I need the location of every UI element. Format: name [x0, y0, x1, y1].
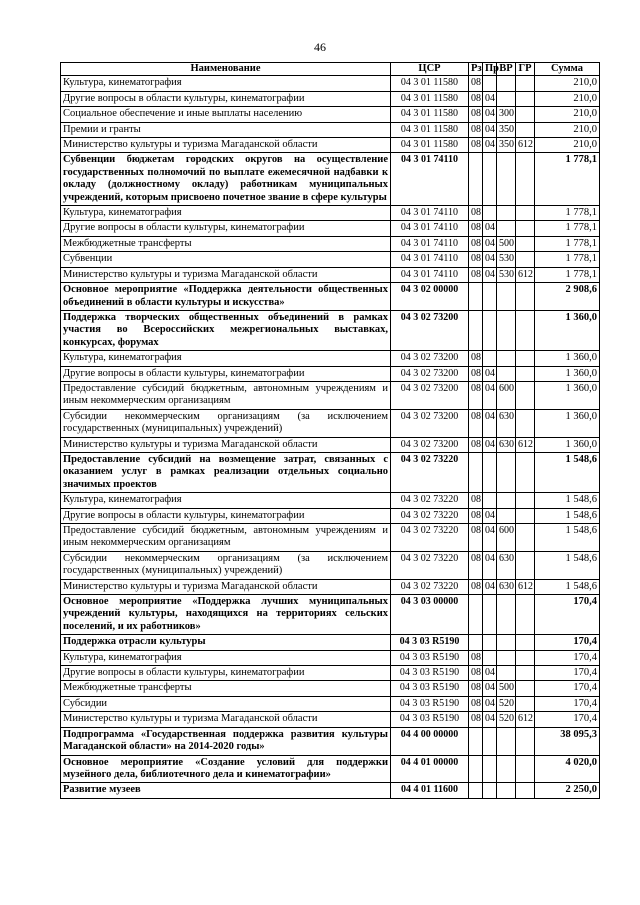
cell-pr: 04 [483, 252, 497, 267]
cell-vr: 350 [497, 138, 516, 153]
table-row [61, 107, 600, 122]
cell-sum: 170,4 [535, 696, 600, 711]
cell-csr: 04 3 01 74110 [391, 267, 469, 282]
cell-sum: 1 548,6 [535, 508, 600, 523]
cell-gr [516, 153, 535, 206]
cell-pr: 04 [483, 437, 497, 452]
cell-csr: 04 3 03 R5190 [391, 712, 469, 727]
cell-pr: 04 [483, 409, 497, 437]
cell-sum: 1 548,6 [535, 551, 600, 579]
table-row [61, 635, 600, 650]
table-row [61, 206, 600, 221]
cell-sum: 1 778,1 [535, 252, 600, 267]
cell-vr [497, 635, 516, 650]
table-row [61, 696, 600, 711]
table-row [61, 524, 600, 552]
page-number: 46 [314, 40, 326, 54]
cell-sum: 2 908,6 [535, 283, 600, 311]
cell-vr [497, 666, 516, 681]
cell-rz [469, 452, 483, 492]
cell-name: Другие вопросы в области культуры, кинематографии [61, 91, 391, 106]
cell-rz: 08 [469, 696, 483, 711]
cell-pr [483, 727, 497, 755]
cell-gr: 612 [516, 138, 535, 153]
table-row [61, 221, 600, 236]
cell-gr: 612 [516, 712, 535, 727]
cell-vr [497, 493, 516, 508]
cell-name: Культура, кинематография [61, 650, 391, 665]
cell-name: Другие вопросы в области культуры, кинематографии [61, 221, 391, 236]
cell-csr: 04 3 02 00000 [391, 283, 469, 311]
cell-gr [516, 595, 535, 635]
cell-gr [516, 381, 535, 409]
cell-sum: 210,0 [535, 107, 600, 122]
table-row [61, 76, 600, 91]
cell-csr: 04 3 02 73220 [391, 508, 469, 523]
cell-vr: 600 [497, 381, 516, 409]
cell-gr [516, 206, 535, 221]
cell-rz: 08 [469, 666, 483, 681]
cell-gr [516, 666, 535, 681]
cell-sum: 1 548,6 [535, 524, 600, 552]
cell-rz: 08 [469, 206, 483, 221]
cell-pr [483, 493, 497, 508]
cell-pr: 04 [483, 221, 497, 236]
cell-name: Субсидии [61, 696, 391, 711]
cell-sum: 1 548,6 [535, 493, 600, 508]
cell-pr [483, 650, 497, 665]
cell-gr: 612 [516, 437, 535, 452]
cell-rz: 08 [469, 91, 483, 106]
cell-csr: 04 3 01 74110 [391, 252, 469, 267]
cell-csr: 04 3 02 73220 [391, 551, 469, 579]
cell-gr [516, 91, 535, 106]
table-row [61, 579, 600, 594]
table-row [61, 727, 600, 755]
cell-vr [497, 283, 516, 311]
cell-name: Развитие музеев [61, 783, 391, 798]
cell-rz [469, 635, 483, 650]
cell-rz: 08 [469, 508, 483, 523]
table-row [61, 138, 600, 153]
cell-sum: 1 360,0 [535, 366, 600, 381]
table-header-row [61, 63, 600, 76]
cell-sum: 170,4 [535, 650, 600, 665]
cell-pr: 04 [483, 91, 497, 106]
cell-sum: 2 250,0 [535, 783, 600, 798]
cell-gr [516, 755, 535, 783]
cell-rz: 08 [469, 579, 483, 594]
cell-sum: 1 778,1 [535, 221, 600, 236]
cell-sum: 170,4 [535, 666, 600, 681]
cell-gr [516, 283, 535, 311]
cell-vr: 630 [497, 579, 516, 594]
cell-pr: 04 [483, 366, 497, 381]
cell-csr: 04 3 02 73200 [391, 310, 469, 350]
cell-sum: 1 360,0 [535, 381, 600, 409]
cell-pr [483, 783, 497, 798]
cell-rz: 08 [469, 650, 483, 665]
cell-pr: 04 [483, 712, 497, 727]
cell-name: Министерство культуры и туризма Магаданской области [61, 267, 391, 282]
table-row [61, 252, 600, 267]
cell-gr: 612 [516, 579, 535, 594]
cell-pr [483, 635, 497, 650]
cell-pr: 04 [483, 236, 497, 251]
cell-rz [469, 755, 483, 783]
table-row [61, 267, 600, 282]
cell-csr: 04 3 03 R5190 [391, 635, 469, 650]
cell-pr [483, 310, 497, 350]
table-body [61, 76, 600, 798]
cell-vr [497, 452, 516, 492]
cell-rz [469, 153, 483, 206]
cell-pr [483, 283, 497, 311]
cell-vr [497, 221, 516, 236]
cell-name: Министерство культуры и туризма Магаданской области [61, 579, 391, 594]
cell-sum: 1 360,0 [535, 409, 600, 437]
header-vr: ВР [497, 63, 516, 76]
cell-vr: 300 [497, 107, 516, 122]
cell-name: Культура, кинематография [61, 206, 391, 221]
cell-rz [469, 783, 483, 798]
cell-gr [516, 366, 535, 381]
cell-pr: 04 [483, 508, 497, 523]
cell-gr [516, 409, 535, 437]
cell-pr [483, 755, 497, 783]
cell-vr: 500 [497, 236, 516, 251]
cell-gr [516, 524, 535, 552]
cell-gr [516, 452, 535, 492]
cell-rz: 08 [469, 409, 483, 437]
cell-csr: 04 3 02 73220 [391, 579, 469, 594]
cell-sum: 210,0 [535, 122, 600, 137]
cell-pr: 04 [483, 681, 497, 696]
table-row [61, 452, 600, 492]
cell-sum: 1 778,1 [535, 153, 600, 206]
cell-vr [497, 351, 516, 366]
cell-pr [483, 206, 497, 221]
cell-rz: 08 [469, 138, 483, 153]
cell-name: Культура, кинематография [61, 493, 391, 508]
cell-pr [483, 595, 497, 635]
cell-name: Субвенции бюджетам городских округов на осуществление государственных полномочий по выплате ежемесячной надбавки к окладу (должностному окладу) работникам муниципальных учреждений, которым присвоено почетное звание в сфере культуры [61, 153, 391, 206]
table-row [61, 508, 600, 523]
cell-csr: 04 3 03 R5190 [391, 681, 469, 696]
cell-csr: 04 3 03 R5190 [391, 666, 469, 681]
table-row [61, 650, 600, 665]
cell-gr [516, 310, 535, 350]
cell-sum: 1 548,6 [535, 452, 600, 492]
cell-csr: 04 3 02 73220 [391, 493, 469, 508]
cell-pr: 04 [483, 267, 497, 282]
cell-gr [516, 681, 535, 696]
table-row [61, 351, 600, 366]
cell-pr [483, 452, 497, 492]
cell-gr [516, 236, 535, 251]
cell-gr: 612 [516, 267, 535, 282]
table-row [61, 712, 600, 727]
cell-gr [516, 221, 535, 236]
cell-csr: 04 3 01 74110 [391, 206, 469, 221]
cell-name: Предоставление субсидий на возмещение затрат, связанных с оказанием услуг в рамках реализации отдельных социально значимых проектов [61, 452, 391, 492]
cell-csr: 04 3 01 74110 [391, 221, 469, 236]
cell-gr [516, 696, 535, 711]
cell-gr [516, 727, 535, 755]
cell-gr [516, 551, 535, 579]
cell-vr [497, 206, 516, 221]
cell-csr: 04 3 03 00000 [391, 595, 469, 635]
cell-vr [497, 508, 516, 523]
cell-rz [469, 595, 483, 635]
cell-name: Предоставление субсидий бюджетным, автономным учреждениям и иным некоммерческим организациям [61, 524, 391, 552]
cell-csr: 04 3 02 73200 [391, 381, 469, 409]
cell-sum: 210,0 [535, 91, 600, 106]
cell-gr [516, 107, 535, 122]
cell-csr: 04 4 01 00000 [391, 755, 469, 783]
table-row [61, 493, 600, 508]
cell-csr: 04 3 01 74110 [391, 236, 469, 251]
cell-pr: 04 [483, 107, 497, 122]
cell-sum: 1 778,1 [535, 236, 600, 251]
cell-sum: 170,4 [535, 595, 600, 635]
cell-gr [516, 783, 535, 798]
table-row [61, 551, 600, 579]
cell-vr: 530 [497, 267, 516, 282]
cell-gr [516, 351, 535, 366]
table-row [61, 366, 600, 381]
cell-vr [497, 153, 516, 206]
cell-sum: 4 020,0 [535, 755, 600, 783]
cell-gr [516, 252, 535, 267]
cell-rz: 08 [469, 681, 483, 696]
cell-name: Культура, кинематография [61, 76, 391, 91]
cell-name: Поддержка отрасли культуры [61, 635, 391, 650]
cell-rz: 08 [469, 366, 483, 381]
cell-gr [516, 122, 535, 137]
cell-name: Межбюджетные трансферты [61, 681, 391, 696]
cell-csr: 04 3 02 73200 [391, 409, 469, 437]
header-name: Наименование [61, 63, 391, 76]
header-rz: Рз [469, 63, 483, 76]
cell-sum: 170,4 [535, 635, 600, 650]
cell-rz: 08 [469, 107, 483, 122]
cell-vr: 520 [497, 712, 516, 727]
cell-csr: 04 3 02 73200 [391, 366, 469, 381]
cell-rz [469, 283, 483, 311]
cell-vr: 630 [497, 409, 516, 437]
cell-csr: 04 3 02 73220 [391, 452, 469, 492]
table-row [61, 755, 600, 783]
table-row [61, 283, 600, 311]
cell-rz: 08 [469, 437, 483, 452]
cell-rz: 08 [469, 267, 483, 282]
cell-sum: 1 360,0 [535, 310, 600, 350]
cell-sum: 1 778,1 [535, 206, 600, 221]
cell-csr: 04 3 03 R5190 [391, 650, 469, 665]
cell-csr: 04 4 00 00000 [391, 727, 469, 755]
cell-sum: 170,4 [535, 681, 600, 696]
cell-rz [469, 727, 483, 755]
cell-csr: 04 3 01 11580 [391, 107, 469, 122]
cell-vr: 630 [497, 437, 516, 452]
cell-name: Предоставление субсидий бюджетным, автономным учреждениям и иным некоммерческим организациям [61, 381, 391, 409]
cell-rz: 08 [469, 221, 483, 236]
cell-vr [497, 76, 516, 91]
cell-name: Подпрограмма «Государственная поддержка развития культуры Магаданской области» на 2014-2020 годы» [61, 727, 391, 755]
cell-gr [516, 76, 535, 91]
cell-name: Другие вопросы в области культуры, кинематографии [61, 508, 391, 523]
cell-csr: 04 3 01 11580 [391, 138, 469, 153]
cell-name: Основное мероприятие «Поддержка деятельности общественных объединений в области культуры и искусства» [61, 283, 391, 311]
cell-vr: 520 [497, 696, 516, 711]
cell-csr: 04 3 01 11580 [391, 76, 469, 91]
cell-vr [497, 727, 516, 755]
cell-pr: 04 [483, 122, 497, 137]
cell-name: Премии и гранты [61, 122, 391, 137]
table-row [61, 381, 600, 409]
cell-vr [497, 755, 516, 783]
cell-rz: 08 [469, 351, 483, 366]
cell-vr [497, 366, 516, 381]
cell-csr: 04 3 03 R5190 [391, 696, 469, 711]
cell-vr [497, 783, 516, 798]
cell-name: Министерство культуры и туризма Магаданской области [61, 138, 391, 153]
budget-table [60, 62, 600, 799]
cell-pr: 04 [483, 696, 497, 711]
cell-name: Культура, кинематография [61, 351, 391, 366]
cell-sum: 1 778,1 [535, 267, 600, 282]
cell-rz: 08 [469, 236, 483, 251]
cell-rz: 08 [469, 122, 483, 137]
cell-rz: 08 [469, 381, 483, 409]
cell-name: Субсидии некоммерческим организациям (за исключением государственных (муниципальных) учреждений) [61, 551, 391, 579]
table-row [61, 91, 600, 106]
header-gr: ГР [516, 63, 535, 76]
table-row [61, 122, 600, 137]
cell-name: Другие вопросы в области культуры, кинематографии [61, 666, 391, 681]
table-row [61, 666, 600, 681]
cell-pr: 04 [483, 381, 497, 409]
cell-csr: 04 3 02 73200 [391, 351, 469, 366]
table-row [61, 783, 600, 798]
cell-vr [497, 595, 516, 635]
header-sum: Сумма [535, 63, 600, 76]
cell-vr: 600 [497, 524, 516, 552]
cell-pr: 04 [483, 579, 497, 594]
cell-rz: 08 [469, 493, 483, 508]
cell-pr [483, 351, 497, 366]
cell-csr: 04 3 01 11580 [391, 91, 469, 106]
cell-rz: 08 [469, 712, 483, 727]
table-row [61, 153, 600, 206]
cell-rz: 08 [469, 252, 483, 267]
cell-name: Министерство культуры и туризма Магаданской области [61, 437, 391, 452]
header-pr: Пр [483, 63, 497, 76]
cell-csr: 04 4 01 11600 [391, 783, 469, 798]
table-row [61, 310, 600, 350]
cell-vr [497, 310, 516, 350]
cell-pr [483, 153, 497, 206]
cell-name: Другие вопросы в области культуры, кинематографии [61, 366, 391, 381]
cell-name: Основное мероприятие «Поддержка лучших муниципальных учреждений культуры, находящихся на территориях сельских поселений, и их работников» [61, 595, 391, 635]
header-csr: ЦСР [391, 63, 469, 76]
table-row [61, 437, 600, 452]
cell-rz [469, 310, 483, 350]
cell-csr: 04 3 02 73220 [391, 524, 469, 552]
cell-vr: 500 [497, 681, 516, 696]
cell-vr [497, 650, 516, 665]
cell-sum: 170,4 [535, 712, 600, 727]
cell-rz: 08 [469, 524, 483, 552]
cell-pr: 04 [483, 666, 497, 681]
table-row [61, 236, 600, 251]
cell-csr: 04 3 02 73200 [391, 437, 469, 452]
cell-vr [497, 91, 516, 106]
cell-sum: 210,0 [535, 138, 600, 153]
cell-name: Социальное обеспечение и иные выплаты населению [61, 107, 391, 122]
cell-name: Министерство культуры и туризма Магаданской области [61, 712, 391, 727]
cell-rz: 08 [469, 76, 483, 91]
cell-name: Поддержка творческих общественных объединений в рамках участия во Всероссийских межрегиональных выставках, конкурсах, форумах [61, 310, 391, 350]
cell-name: Основное мероприятие «Создание условий для поддержки музейного дела, библиотечного дела и кинематографии» [61, 755, 391, 783]
cell-name: Межбюджетные трансферты [61, 236, 391, 251]
cell-sum: 1 548,6 [535, 579, 600, 594]
cell-rz: 08 [469, 551, 483, 579]
cell-csr: 04 3 01 11580 [391, 122, 469, 137]
cell-gr [516, 650, 535, 665]
cell-gr [516, 508, 535, 523]
table-row [61, 409, 600, 437]
cell-sum: 1 360,0 [535, 437, 600, 452]
table-row [61, 595, 600, 635]
cell-name: Субвенции [61, 252, 391, 267]
cell-pr: 04 [483, 524, 497, 552]
cell-pr: 04 [483, 138, 497, 153]
cell-vr: 350 [497, 122, 516, 137]
cell-pr: 04 [483, 551, 497, 579]
cell-vr: 530 [497, 252, 516, 267]
cell-pr [483, 76, 497, 91]
cell-csr: 04 3 01 74110 [391, 153, 469, 206]
cell-gr [516, 635, 535, 650]
cell-gr [516, 493, 535, 508]
cell-sum: 210,0 [535, 76, 600, 91]
cell-sum: 1 360,0 [535, 351, 600, 366]
table-row [61, 681, 600, 696]
cell-name: Субсидии некоммерческим организациям (за исключением государственных (муниципальных) учреждений) [61, 409, 391, 437]
cell-sum: 38 095,3 [535, 727, 600, 755]
cell-vr: 630 [497, 551, 516, 579]
